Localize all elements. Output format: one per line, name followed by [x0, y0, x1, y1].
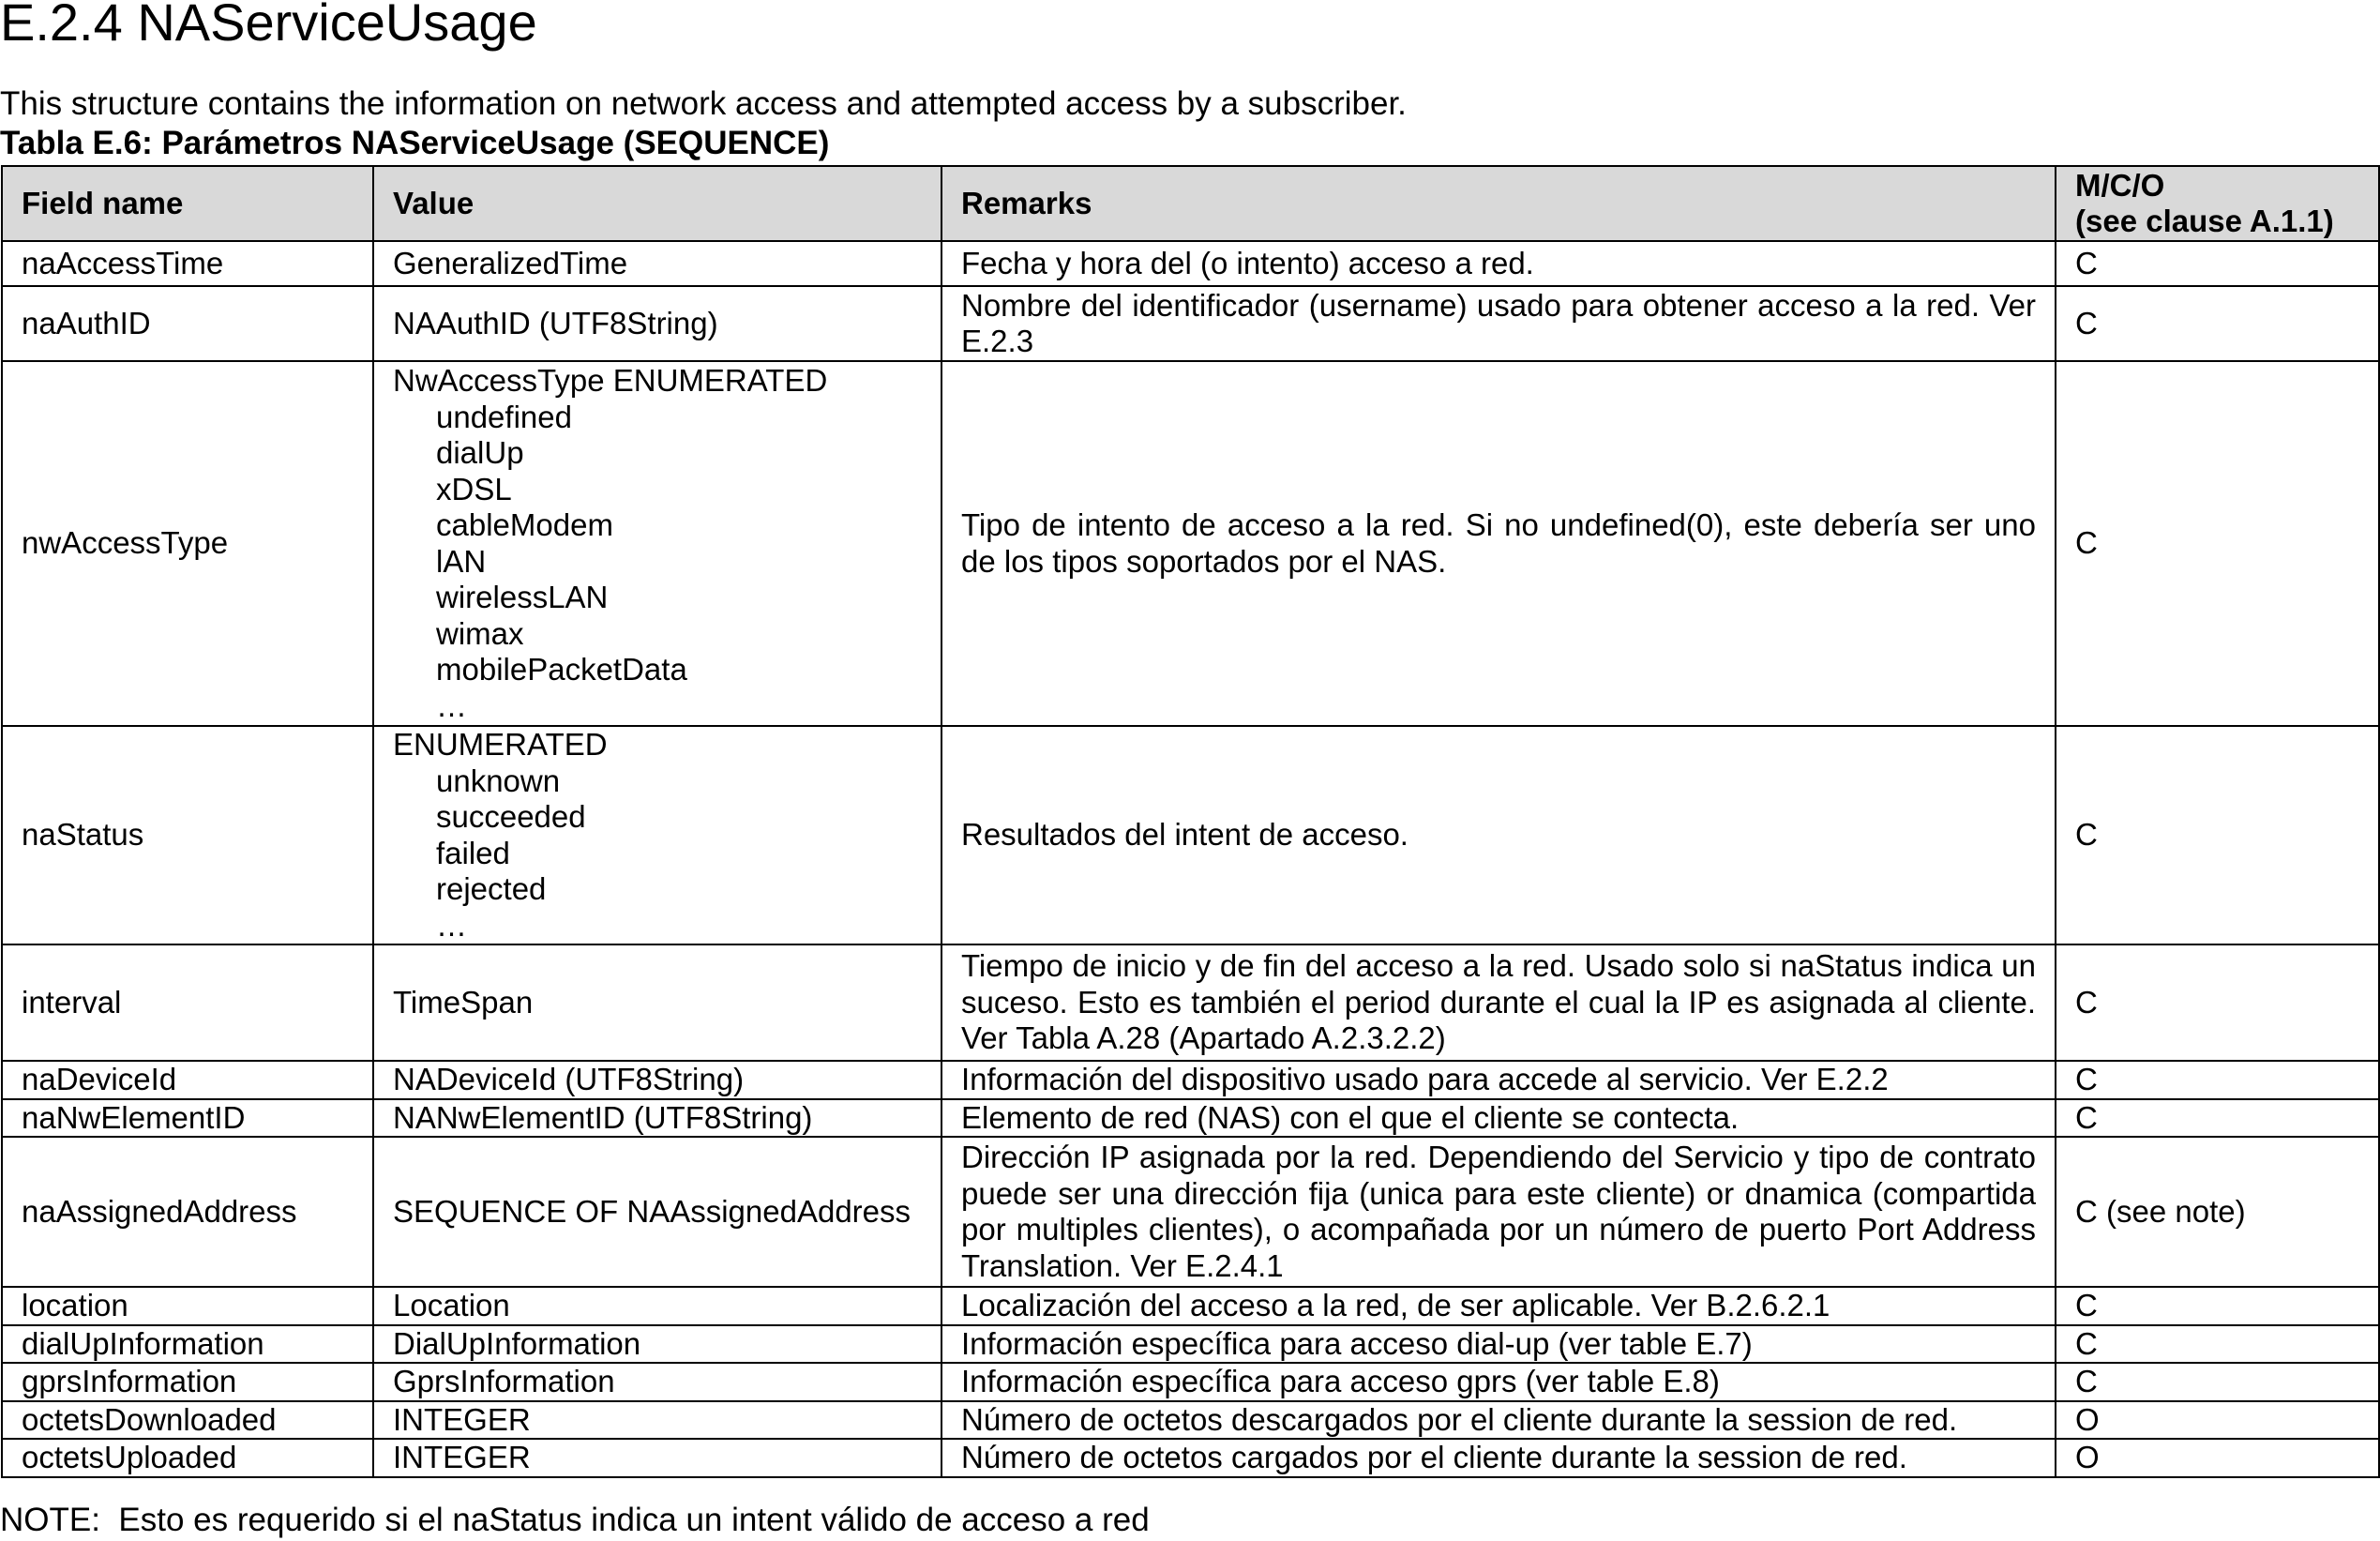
cell-field: location: [2, 1287, 373, 1325]
cell-value: SEQUENCE OF NAAssignedAddress: [373, 1137, 941, 1287]
header-field-name: Field name: [2, 166, 373, 241]
cell-field: nwAccessType: [2, 361, 373, 726]
cell-mco: C: [2056, 1363, 2379, 1401]
cell-field: naAuthID: [2, 286, 373, 361]
cell-field: gprsInformation: [2, 1363, 373, 1401]
parameters-table: [1, 165, 2380, 1478]
cell-mco: C: [2056, 1061, 2379, 1099]
table-row: [2, 1363, 2379, 1401]
cell-mco: C: [2056, 944, 2379, 1061]
cell-mco: O: [2056, 1439, 2379, 1477]
table-note: NOTE: Esto es requerido si el naStatus indica un intent válido de acceso a red: [0, 1502, 1150, 1538]
cell-mco: C: [2056, 286, 2379, 361]
table-row: [2, 1287, 2379, 1325]
cell-field: naStatus: [2, 726, 373, 944]
enum-item: …: [436, 687, 467, 723]
enum-type-name: ENUMERATED: [393, 727, 608, 762]
cell-value: GprsInformation: [373, 1363, 941, 1401]
cell-remarks: Elemento de red (NAS) con el que el cliente se contecta.: [941, 1099, 2056, 1138]
table-row: [2, 1137, 2379, 1287]
enum-item: lAN: [436, 543, 487, 579]
cell-field: naDeviceId: [2, 1061, 373, 1099]
header-mco-line1: M/C/O: [2075, 167, 2165, 203]
table-row: [2, 361, 2379, 726]
cell-remarks: Fecha y hora del (o intento) acceso a red.: [941, 241, 2056, 286]
cell-mco: C: [2056, 1099, 2379, 1138]
cell-remarks: Número de octetos descargados por el cliente durante la session de red.: [941, 1401, 2056, 1440]
cell-mco: C: [2056, 241, 2379, 286]
table-row: [2, 726, 2379, 944]
table-row: [2, 241, 2379, 286]
table-row: [2, 286, 2379, 361]
enum-item: cableModem: [436, 507, 613, 542]
enum-item: failed: [436, 835, 510, 870]
enum-item: succeeded: [436, 799, 586, 834]
cell-remarks: Número de octetos cargados por el cliente durante la session de red.: [941, 1439, 2056, 1477]
cell-value: INTEGER: [373, 1401, 941, 1440]
cell-remarks: Dirección IP asignada por la red. Dependiendo del Servicio y tipo de contrato puede ser una dirección fija (unica para este cliente) or dnamica (compartida por multiples clientes), o acompañada por un número de puerto Port Address Translation. Ver E.2.4.1: [941, 1137, 2056, 1287]
header-mco-line2: (see clause A.1.1): [2075, 204, 2334, 238]
cell-mco: C (see note): [2056, 1137, 2379, 1287]
cell-field: interval: [2, 944, 373, 1061]
header-mco: [2056, 166, 2379, 241]
enum-item: …: [436, 907, 467, 943]
cell-value: DialUpInformation: [373, 1325, 941, 1364]
section-intro: This structure contains the information on network access and attempted access by a subscriber.: [0, 85, 1407, 122]
cell-value: NADeviceId (UTF8String): [373, 1061, 941, 1099]
enum-item: wimax: [436, 615, 524, 651]
enum-item: unknown: [436, 763, 561, 798]
table-row: [2, 1325, 2379, 1364]
cell-value: TimeSpan: [373, 944, 941, 1061]
cell-mco: C: [2056, 726, 2379, 944]
cell-field: naAssignedAddress: [2, 1137, 373, 1287]
section-heading: E.2.4 NAServiceUsage: [0, 0, 537, 52]
header-remarks: Remarks: [941, 166, 2056, 241]
table-row: [2, 1439, 2379, 1477]
cell-field: octetsDownloaded: [2, 1401, 373, 1440]
table-row: [2, 944, 2379, 1061]
enum-item: mobilePacketData: [436, 652, 687, 687]
cell-mco: C: [2056, 1325, 2379, 1364]
cell-field: dialUpInformation: [2, 1325, 373, 1364]
table-row: [2, 1401, 2379, 1440]
enum-item: wirelessLAN: [436, 580, 609, 614]
cell-value: Location: [373, 1287, 941, 1325]
cell-remarks: Información específica para acceso dial-up (ver table E.7): [941, 1325, 2056, 1364]
table-row: [2, 1061, 2379, 1099]
cell-value: [373, 726, 941, 944]
cell-remarks: Nombre del identificador (username) usado para obtener acceso a la red. Ver E.2.3: [941, 286, 2056, 361]
cell-remarks: Resultados del intent de acceso.: [941, 726, 2056, 944]
table-header-row: [2, 166, 2379, 241]
cell-remarks: Tiempo de inicio y de fin del acceso a la red. Usado solo si naStatus indica un suceso. Esto es también el period durante el cual la IP es asignada al cliente. Ver Tabla A.28 (Apartado A.2.3.2.2): [941, 944, 2056, 1061]
cell-field: octetsUploaded: [2, 1439, 373, 1477]
cell-remarks: Localización del acceso a la red, de ser aplicable. Ver B.2.6.2.1: [941, 1287, 2056, 1325]
cell-mco: C: [2056, 361, 2379, 726]
enum-item: undefined: [436, 399, 572, 434]
cell-field: naAccessTime: [2, 241, 373, 286]
enum-item: xDSL: [436, 471, 512, 506]
cell-value: NAAuthID (UTF8String): [373, 286, 941, 361]
enum-item: rejected: [436, 871, 547, 906]
cell-remarks: Información del dispositivo usado para accede al servicio. Ver E.2.2: [941, 1061, 2056, 1099]
cell-mco: C: [2056, 1287, 2379, 1325]
table-row: [2, 1099, 2379, 1138]
cell-remarks: Información específica para acceso gprs (ver table E.8): [941, 1363, 2056, 1401]
cell-value: GeneralizedTime: [373, 241, 941, 286]
cell-field: naNwElementID: [2, 1099, 373, 1138]
cell-value: INTEGER: [373, 1439, 941, 1477]
cell-mco: O: [2056, 1401, 2379, 1440]
enum-item: dialUp: [436, 435, 524, 470]
table-caption: Tabla E.6: Parámetros NAServiceUsage (SEQUENCE): [0, 125, 830, 161]
cell-value: NANwElementID (UTF8String): [373, 1099, 941, 1138]
cell-value: [373, 361, 941, 726]
header-value: Value: [373, 166, 941, 241]
cell-remarks: Tipo de intento de acceso a la red. Si no undefined(0), este debería ser uno de los tipos soportados por el NAS.: [941, 361, 2056, 726]
enum-type-name: NwAccessType ENUMERATED: [393, 363, 828, 398]
